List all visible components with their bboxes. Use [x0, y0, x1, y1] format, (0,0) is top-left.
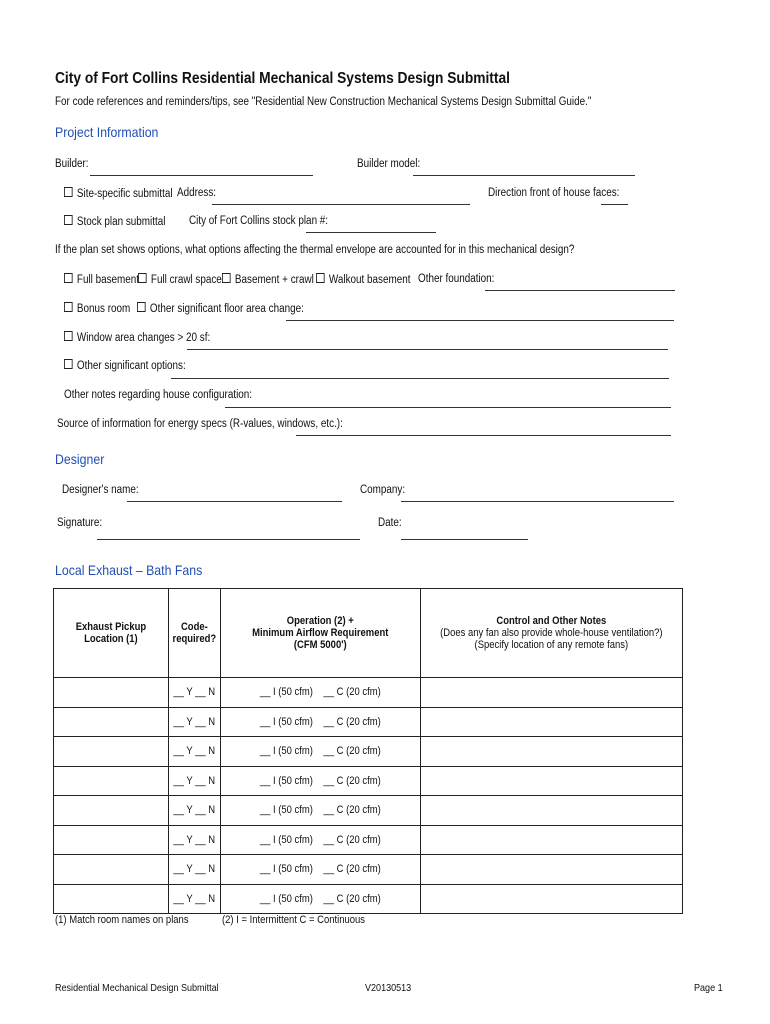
col-notes-line3: (Specify location of any remote fans) [474, 639, 629, 651]
location-cell[interactable] [54, 678, 169, 708]
location-cell[interactable] [54, 855, 169, 885]
other-foundation-label: Other foundation: [418, 273, 495, 285]
notes-cell[interactable] [421, 825, 683, 855]
other-options-checkbox[interactable] [64, 359, 73, 369]
code-required-cell[interactable] [168, 884, 220, 914]
operation-cell[interactable] [220, 884, 421, 914]
basement-crawl-checkbox[interactable] [222, 273, 231, 283]
code-required-cell[interactable] [168, 766, 220, 796]
col-op-line2: Minimum Airflow Requirement [252, 627, 389, 639]
direction-label: Direction front of house faces: [488, 187, 620, 199]
intermittent-choice[interactable]: __ I (50 cfm) [260, 745, 314, 758]
continuous-choice[interactable]: __ C (20 cfm) [323, 804, 382, 817]
yes-no-choice[interactable]: __ Y __ N [173, 686, 216, 699]
address-label: Address: [177, 187, 217, 199]
notes-cell[interactable] [421, 766, 683, 796]
window-area-label: Window area changes > 20 sf: [76, 332, 211, 344]
code-required-cell[interactable] [168, 796, 220, 826]
other-options-label: Other significant options: [76, 360, 186, 372]
builder-label: Builder: [55, 158, 89, 170]
page-title: City of Fort Collins Residential Mechanical Systems Design Submittal [55, 70, 510, 87]
site-specific-checkbox[interactable] [64, 187, 73, 197]
table-row [54, 766, 683, 796]
operation-cell[interactable] [220, 825, 421, 855]
walkout-option[interactable] [316, 273, 410, 286]
window-area-field[interactable] [187, 349, 668, 350]
full-basement-option[interactable] [64, 273, 139, 286]
code-required-cell[interactable] [168, 678, 220, 708]
bonus-room-label: Bonus room [76, 303, 131, 315]
table-row [54, 884, 683, 914]
other-floor-option[interactable] [137, 302, 304, 315]
yes-no-choice[interactable]: __ Y __ N [173, 745, 216, 758]
intermittent-choice[interactable]: __ I (50 cfm) [260, 774, 314, 787]
notes-cell[interactable] [421, 678, 683, 708]
source-info-label: Source of information for energy specs (R-values, windows, etc.): [57, 418, 343, 430]
other-floor-label: Other significant floor area change: [149, 303, 304, 315]
bonus-room-checkbox[interactable] [64, 302, 73, 312]
notes-cell[interactable] [421, 796, 683, 826]
col-location-header [54, 589, 169, 678]
notes-cell[interactable] [421, 855, 683, 885]
col-operation-header [220, 589, 421, 678]
col-op-line1: Operation (2) + [287, 615, 355, 627]
company-label: Company: [360, 484, 406, 496]
location-cell[interactable] [54, 707, 169, 737]
table-header-row [54, 589, 683, 678]
site-specific-label: Site-specific submittal [76, 188, 173, 200]
walkout-checkbox[interactable] [316, 273, 325, 283]
operation-cell[interactable] [220, 855, 421, 885]
notes-cell[interactable] [421, 737, 683, 767]
notes-cell[interactable] [421, 884, 683, 914]
designer-name-field[interactable] [127, 501, 342, 502]
location-cell[interactable] [54, 766, 169, 796]
continuous-choice[interactable]: __ C (20 cfm) [323, 686, 382, 699]
code-required-cell[interactable] [168, 737, 220, 767]
table-row [54, 707, 683, 737]
code-required-cell[interactable] [168, 707, 220, 737]
other-floor-checkbox[interactable] [137, 302, 146, 312]
full-crawl-label: Full crawl space [150, 274, 222, 286]
stock-plan-option[interactable] [64, 215, 165, 228]
operation-cell[interactable] [220, 796, 421, 826]
section-designer: Designer [55, 451, 105, 467]
continuous-choice[interactable]: __ C (20 cfm) [323, 892, 382, 905]
col-notes-line2: (Does any fan also provide whole-house ventilation?) [440, 627, 663, 639]
operation-cell[interactable] [220, 707, 421, 737]
table-row [54, 737, 683, 767]
signature-label: Signature: [57, 517, 103, 529]
col-notes-header [421, 589, 683, 678]
intermittent-choice[interactable]: __ I (50 cfm) [260, 686, 314, 699]
bonus-room-option[interactable] [64, 302, 130, 315]
location-cell[interactable] [54, 884, 169, 914]
continuous-choice[interactable]: __ C (20 cfm) [323, 715, 382, 728]
location-cell[interactable] [54, 796, 169, 826]
continuous-choice[interactable]: __ C (20 cfm) [323, 833, 382, 846]
date-label: Date: [378, 517, 402, 529]
site-specific-option[interactable] [64, 187, 173, 200]
col-location-text: Exhaust Pickup Location (1) [75, 621, 147, 645]
continuous-choice[interactable]: __ C (20 cfm) [323, 863, 382, 876]
signature-field[interactable] [97, 539, 360, 540]
notes-cell[interactable] [421, 707, 683, 737]
designer-name-label: Designer's name: [62, 484, 139, 496]
yes-no-choice[interactable]: __ Y __ N [173, 774, 216, 787]
operation-cell[interactable] [220, 737, 421, 767]
window-area-option[interactable] [64, 331, 210, 344]
location-cell[interactable] [54, 737, 169, 767]
stock-plan-label: Stock plan submittal [76, 216, 166, 228]
intermittent-choice[interactable]: __ I (50 cfm) [260, 833, 314, 846]
builder-field[interactable] [90, 175, 313, 176]
intermittent-choice[interactable]: __ I (50 cfm) [260, 863, 314, 876]
other-options-option[interactable] [64, 359, 186, 372]
basement-crawl-option[interactable] [222, 273, 314, 286]
yes-no-choice[interactable]: __ Y __ N [173, 833, 216, 846]
footer-page-number: Page 1 [694, 982, 723, 994]
footnote-operation-key: (2) I = Intermittent C = Continuous [222, 914, 366, 926]
other-foundation-field[interactable] [485, 290, 675, 291]
col-notes-line1: Control and Other Notes [496, 615, 607, 627]
yes-no-choice[interactable]: __ Y __ N [173, 892, 216, 905]
section-project-information: Project Information [55, 124, 159, 140]
other-notes-label: Other notes regarding house configuration: [64, 389, 253, 401]
source-info-field[interactable] [296, 435, 671, 436]
yes-no-choice[interactable]: __ Y __ N [173, 715, 216, 728]
col-code-header [168, 589, 220, 678]
continuous-choice[interactable]: __ C (20 cfm) [323, 774, 382, 787]
col-op-line3: (CFM 5000') [294, 639, 347, 651]
date-field[interactable] [401, 539, 528, 540]
section-local-exhaust: Local Exhaust – Bath Fans [55, 562, 203, 578]
footer-version: V20130513 [365, 982, 412, 994]
builder-model-label: Builder model: [357, 158, 421, 170]
address-field[interactable] [212, 204, 470, 205]
full-basement-checkbox[interactable] [64, 273, 73, 283]
stock-plan-number-field[interactable] [306, 232, 436, 233]
continuous-choice[interactable]: __ C (20 cfm) [323, 745, 382, 758]
direction-field[interactable] [601, 204, 628, 205]
yes-no-choice[interactable]: __ Y __ N [173, 863, 216, 876]
full-crawl-option[interactable] [138, 273, 222, 286]
window-area-checkbox[interactable] [64, 331, 73, 341]
operation-cell[interactable] [220, 766, 421, 796]
intermittent-choice[interactable]: __ I (50 cfm) [260, 804, 314, 817]
other-floor-field[interactable] [286, 320, 674, 321]
basement-crawl-label: Basement + crawl [234, 274, 314, 286]
full-basement-label: Full basement [76, 274, 140, 286]
stock-plan-checkbox[interactable] [64, 215, 73, 225]
page-subtitle: For code references and reminders/tips, see "Residential New Construction Mechanical Systems Design Submittal Guide." [55, 96, 592, 108]
table-row [54, 678, 683, 708]
table-row [54, 796, 683, 826]
yes-no-choice[interactable]: __ Y __ N [173, 804, 216, 817]
company-field[interactable] [401, 501, 674, 502]
builder-model-field[interactable] [413, 175, 635, 176]
intermittent-choice[interactable]: __ I (50 cfm) [260, 715, 314, 728]
full-crawl-checkbox[interactable] [138, 273, 147, 283]
bath-fans-table [53, 588, 683, 914]
walkout-label: Walkout basement [328, 274, 411, 286]
stock-plan-number-label: City of Fort Collins stock plan #: [189, 215, 329, 227]
footer-left: Residential Mechanical Design Submittal [55, 982, 219, 994]
table-row [54, 825, 683, 855]
options-question: If the plan set shows options, what options affecting the thermal envelope are accounted for in this mechanical design? [55, 244, 575, 256]
location-cell[interactable] [54, 825, 169, 855]
operation-cell[interactable] [220, 678, 421, 708]
col-code-line2: required? [172, 633, 217, 645]
code-required-cell[interactable] [168, 855, 220, 885]
table-row [54, 855, 683, 885]
footnote-room-names: (1) Match room names on plans [55, 914, 189, 926]
code-required-cell[interactable] [168, 825, 220, 855]
col-code-line1: Code- [180, 621, 208, 633]
other-options-field[interactable] [171, 378, 669, 379]
other-notes-field[interactable] [225, 407, 671, 408]
intermittent-choice[interactable]: __ I (50 cfm) [260, 892, 314, 905]
